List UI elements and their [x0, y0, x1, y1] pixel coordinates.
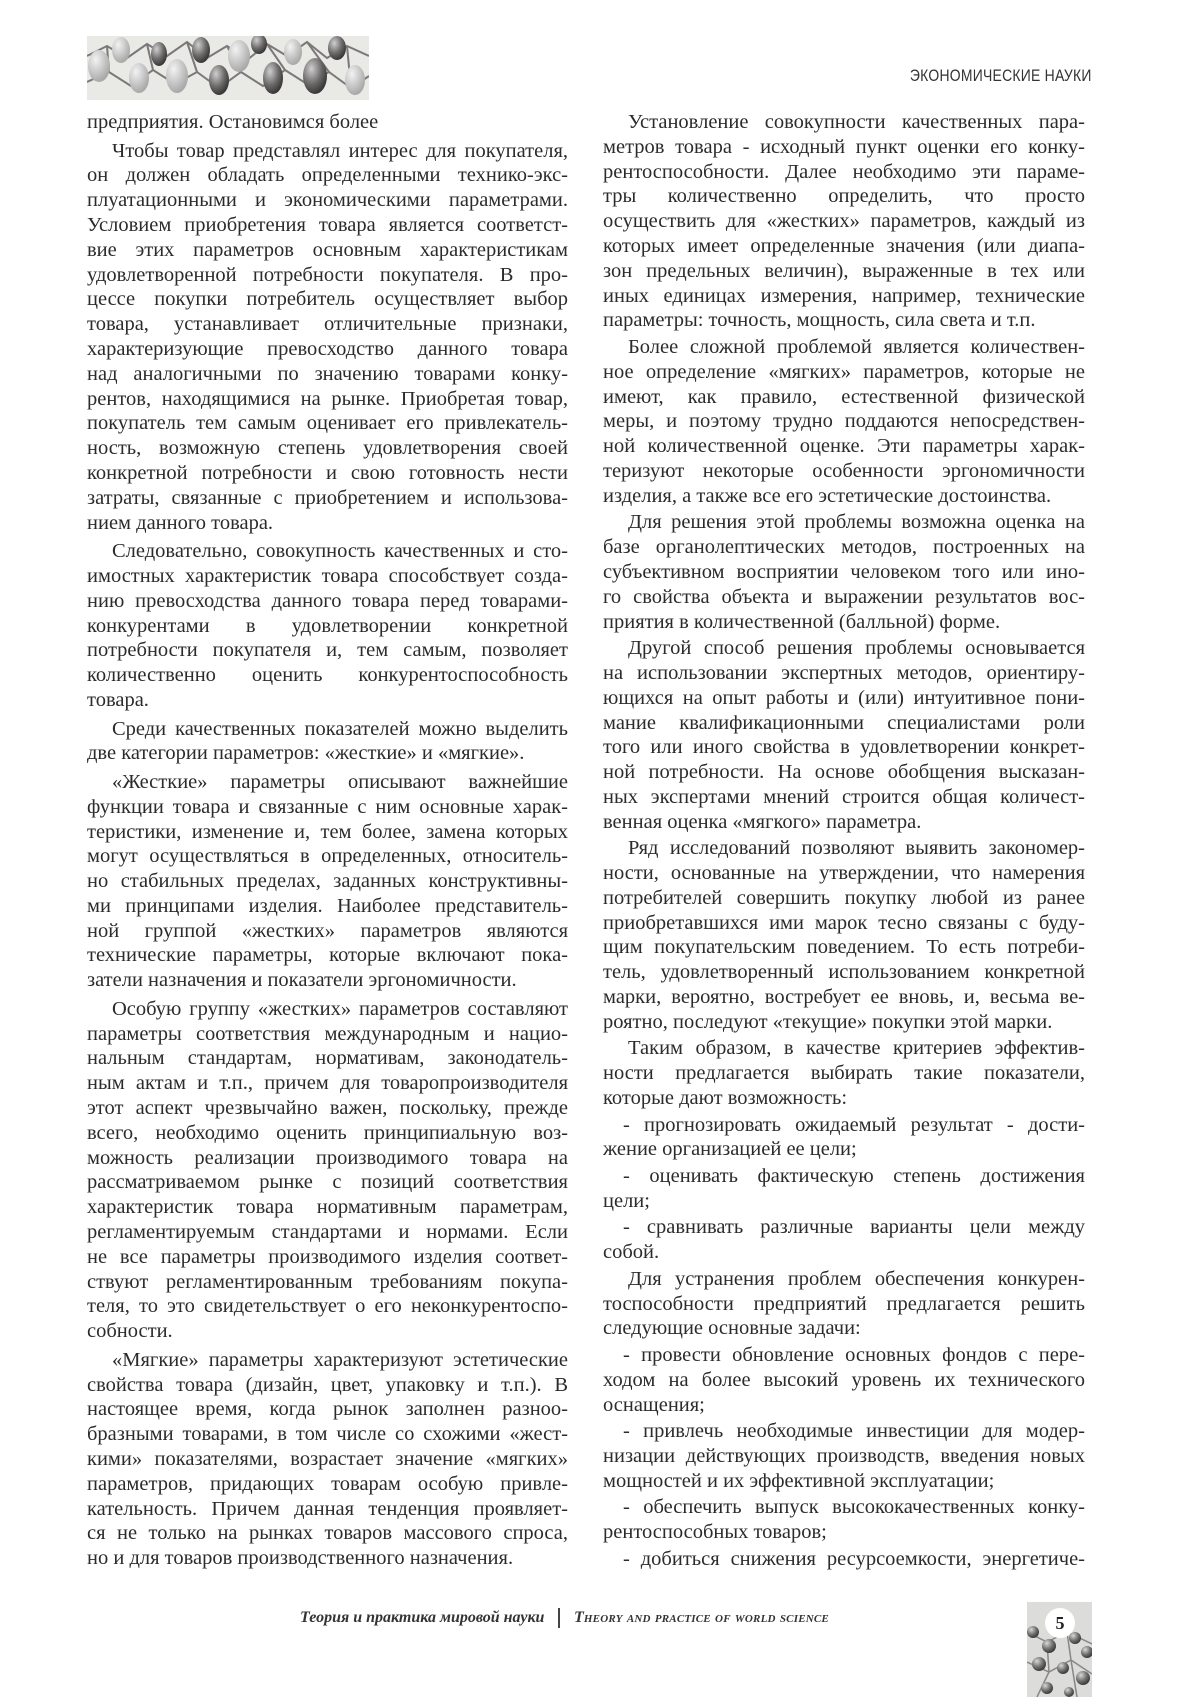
text-line: нию превосходства данного товара перед товарами- [87, 589, 568, 614]
text-line: количественно оценить конкурентоспособность [87, 663, 568, 688]
text-line: параметров, придающих товарам особую привле- [87, 1472, 568, 1497]
paragraph [603, 636, 1085, 834]
text-line: низации действующих производств, введения новых [603, 1444, 1085, 1469]
text-line: приобретавшихся ими марок тесно связаны с буду- [603, 911, 1085, 936]
text-line: ность, возможную степень удовлетворения своей [87, 436, 568, 461]
text-line: кательность. Причем данная тенденция проявляет- [87, 1497, 568, 1522]
paragraph [603, 836, 1085, 1034]
paragraph [603, 335, 1085, 509]
footer-journal-title [300, 1608, 927, 1628]
text-line: ходом на более высокий уровень их технического [603, 1368, 1085, 1393]
text-line: всего, необходимо оценить принципиальную воз- [87, 1121, 568, 1146]
text-line: ным актам и т.п., причем для товаропроизводителя [87, 1071, 568, 1096]
text-line: покупатель тем самым оценивает его привлекатель- [87, 411, 568, 436]
paragraph [87, 139, 568, 536]
text-line: потребителей совершить покупку любой из ранее [603, 886, 1085, 911]
paragraph [87, 110, 568, 135]
text-line: которых имеет определенные значения (или диапа- [603, 234, 1085, 259]
text-line: ности, основанные на утверждении, что намерения [603, 861, 1085, 886]
text-line: рентоспособности. Далее необходимо эти параме- [603, 160, 1085, 185]
text-line: цели; [603, 1189, 1085, 1214]
text-line: - добиться снижения ресурсоемкости, энергетиче- [603, 1547, 1085, 1572]
text-line: имостных характеристик товара способствует созда- [87, 564, 568, 589]
text-line: мощностей и их эффективной эксплуатации; [603, 1469, 1085, 1494]
text-line: ной потребности. На основе обобщения высказан- [603, 760, 1085, 785]
text-line: на использовании экспертных методов, ориентиру- [603, 661, 1085, 686]
paragraph [87, 717, 568, 767]
text-line: свойства товара (дизайн, цвет, упаковку и т.п.). В [87, 1373, 568, 1398]
text-line: конкурентами в удовлетворении конкретной [87, 614, 568, 639]
text-line: «Мягкие» параметры характеризуют эстетические [87, 1348, 568, 1373]
text-line: го свойства объекта и выражении результатов вос- [603, 585, 1085, 610]
text-line: потребности покупателя и, тем самым, позволяет [87, 638, 568, 663]
list-item [603, 1343, 1085, 1417]
text-line: не все параметры производимого изделия соответ- [87, 1245, 568, 1270]
text-line: мание квалификационными специалистами роли [603, 711, 1085, 736]
text-line: - оценивать фактическую степень достижения [603, 1164, 1085, 1189]
text-line: Следовательно, совокупность качественных и сто- [87, 539, 568, 564]
text-line: ных экспертами мнений строится общая количест- [603, 785, 1085, 810]
text-line: следующие основные задачи: [603, 1316, 1085, 1341]
text-line: ми принципами изделия. Наиболее представитель- [87, 894, 568, 919]
text-line: ся не только на рынках товаров массового спроса, [87, 1521, 568, 1546]
section-title: ЭКОНОМИЧЕСКИЕ НАУКИ [910, 66, 1092, 86]
text-line: ности предлагается выбирать такие показатели, [603, 1061, 1085, 1086]
text-line: жение организацией ее цели; [603, 1137, 1085, 1162]
text-line: имеют, как правило, естественной физической [603, 385, 1085, 410]
text-line: можность реализации производимого товара на [87, 1146, 568, 1171]
footer-journal-en: Theory and practice of world science [574, 1609, 829, 1627]
text-line: Установление совокупности качественных пара- [603, 110, 1085, 135]
paragraph [603, 110, 1085, 333]
text-line: собой. [603, 1240, 1085, 1265]
text-line: затраты, связанные с приобретением и использова- [87, 486, 568, 511]
text-line: товара. [87, 688, 568, 713]
footer-divider [558, 1608, 560, 1628]
text-line: тель, удовлетворенный использованием конкретной [603, 960, 1085, 985]
text-line: Среди качественных показателей можно выделить [87, 717, 568, 742]
text-line: ной группой «жестких» параметров являются [87, 919, 568, 944]
text-line: Для решения этой проблемы возможна оценка на [603, 510, 1085, 535]
text-line: метров товара - исходный пункт оценки его конку- [603, 135, 1085, 160]
list-item [603, 1164, 1085, 1214]
text-line: конкретной потребности и свою готовность нести [87, 461, 568, 486]
paragraph [87, 1348, 568, 1571]
column-left [87, 110, 568, 1571]
text-line: изделия, а также все его эстетические достоинства. [603, 484, 1085, 509]
text-line: характеризующие превосходство данного товара [87, 337, 568, 362]
text-line: плуатационными и экономическими параметрами. [87, 188, 568, 213]
text-line: тоспособности предприятий предлагается решить [603, 1292, 1085, 1317]
paragraph [87, 539, 568, 713]
footer-journal-ru: Теория и практика мировой науки [300, 1609, 544, 1627]
text-line: две категории параметров: «жесткие» и «мягкие». [87, 741, 568, 766]
text-line: он должен обладать определенными технико-экс- [87, 163, 568, 188]
text-line: ной количественной оценке. Эти параметры харак- [603, 434, 1085, 459]
text-line: Чтобы товар представлял интерес для покупателя, [87, 139, 568, 164]
text-line: - обеспечить выпуск высококачественных конку- [603, 1495, 1085, 1520]
paragraph [87, 997, 568, 1344]
column-right [603, 110, 1085, 1572]
text-line: Более сложной проблемой является количествен- [603, 335, 1085, 360]
list-item [603, 1113, 1085, 1163]
text-line: теля, то это свидетельствует о его неконкурентоспо- [87, 1294, 568, 1319]
text-line: «Жесткие» параметры описывают важнейшие [87, 770, 568, 795]
list-item [603, 1547, 1085, 1572]
text-line: рентов, находящимися на рынке. Приобретая товар, [87, 387, 568, 412]
text-line: Таким образом, в качестве критериев эффектив- [603, 1036, 1085, 1061]
text-line: собности. [87, 1319, 568, 1344]
paragraph [603, 1036, 1085, 1110]
text-line: венная оценка «мягкого» параметра. [603, 810, 1085, 835]
paragraph [603, 1267, 1085, 1341]
text-line: технические параметры, которые включают пока- [87, 943, 568, 968]
list-item [603, 1419, 1085, 1493]
header-molecule-image [87, 36, 369, 100]
text-line: теризуют некоторые особенности эргономичности [603, 459, 1085, 484]
text-line: вие этих параметров основным характеристикам [87, 238, 568, 263]
text-line: Другой способ решения проблемы основывается [603, 636, 1085, 661]
text-line: базе органолептических методов, построенных на [603, 535, 1085, 560]
text-line: рассматриваемом рынке с позиций соответствия [87, 1170, 568, 1195]
text-line: которые дают возможность: [603, 1086, 1085, 1111]
text-line: - провести обновление основных фондов с пере- [603, 1343, 1085, 1368]
text-line: характеристик товара нормативным параметрам, [87, 1195, 568, 1220]
text-line: цессе покупки потребитель осуществляет выбор [87, 287, 568, 312]
text-line: Для устранения проблем обеспечения конкурен- [603, 1267, 1085, 1292]
text-line: субъективном восприятии человеком того или ино- [603, 560, 1085, 585]
text-line: тры количественно определить, что просто [603, 184, 1085, 209]
text-line: - привлечь необходимые инвестиции для модер- [603, 1419, 1085, 1444]
text-line: ствуют регламентированным требованиям покупа- [87, 1270, 568, 1295]
paragraph [87, 770, 568, 993]
text-line: удовлетворенной потребности покупателя. В про- [87, 263, 568, 288]
text-line: могут осуществляться в определенных, относитель- [87, 844, 568, 869]
list-item [603, 1495, 1085, 1545]
text-line: нием данного товара. [87, 511, 568, 536]
text-line: Условием приобретения товара является соответст- [87, 213, 568, 238]
text-line: регламентируемым стандартами и нормами. Если [87, 1220, 568, 1245]
page-number: 5 [1045, 1608, 1075, 1638]
text-line: оснащения; [603, 1393, 1085, 1418]
text-line: Особую группу «жестких» параметров составляют [87, 997, 568, 1022]
text-line: функции товара и связанные с ним основные харак- [87, 795, 568, 820]
text-line: - сравнивать различные варианты цели между [603, 1215, 1085, 1240]
text-line: параметры соответствия международным и нацио- [87, 1022, 568, 1047]
text-line: над аналогичными по значению товарами конку- [87, 362, 568, 387]
text-line: иных единицах измерения, например, технические [603, 284, 1085, 309]
text-line: бразными товарами, в том числе со схожими «жест- [87, 1422, 568, 1447]
text-line: марки, вероятно, востребует ее вновь, и, весьма ве- [603, 985, 1085, 1010]
text-line: щим покупательским поведением. То есть потреби- [603, 935, 1085, 960]
text-line: - прогнозировать ожидаемый результат - дости- [603, 1113, 1085, 1138]
text-line: зон предельных величин), выраженные в тех или [603, 259, 1085, 284]
text-line: этот аспект чрезвычайно важен, поскольку, прежде [87, 1096, 568, 1121]
text-line: теристики, изменение и, тем более, замена которых [87, 820, 568, 845]
text-line: кими» показателями, возрастает значение «мягких» [87, 1447, 568, 1472]
text-line: затели назначения и показатели эргономичности. [87, 968, 568, 993]
paragraph [603, 510, 1085, 634]
text-line: того или иного свойства в удовлетворении конкрет- [603, 735, 1085, 760]
text-line: параметры: точность, мощность, сила света и т.п. [603, 308, 1085, 333]
text-line: но стабильных пределах, заданных конструктивны- [87, 869, 568, 894]
text-line: осуществить для «жестких» параметров, каждый из [603, 209, 1085, 234]
text-line: ное определение «мягких» параметров, которые не [603, 360, 1085, 385]
text-line: ющихся на опыт работы и (или) интуитивное пони- [603, 686, 1085, 711]
text-line: но и для товаров производственного назначения. [87, 1546, 568, 1571]
text-line: нальным стандартам, нормативам, законодатель- [87, 1046, 568, 1071]
text-line: Ряд исследований позволяют выявить закономер- [603, 836, 1085, 861]
list-item [603, 1215, 1085, 1265]
text-line: предприятия. Остановимся более [87, 110, 568, 135]
text-line: товара, устанавливает отличительные признаки, [87, 312, 568, 337]
text-line: приятия в количественной (балльной) форме. [603, 610, 1085, 635]
text-line: меры, и поэтому трудно поддаются непосредствен- [603, 409, 1085, 434]
text-line: роятно, последуют «текущие» покупки этой марки. [603, 1010, 1085, 1035]
text-line: рентоспособных товаров; [603, 1520, 1085, 1545]
text-line: настоящее время, когда рынок заполнен разноо- [87, 1397, 568, 1422]
